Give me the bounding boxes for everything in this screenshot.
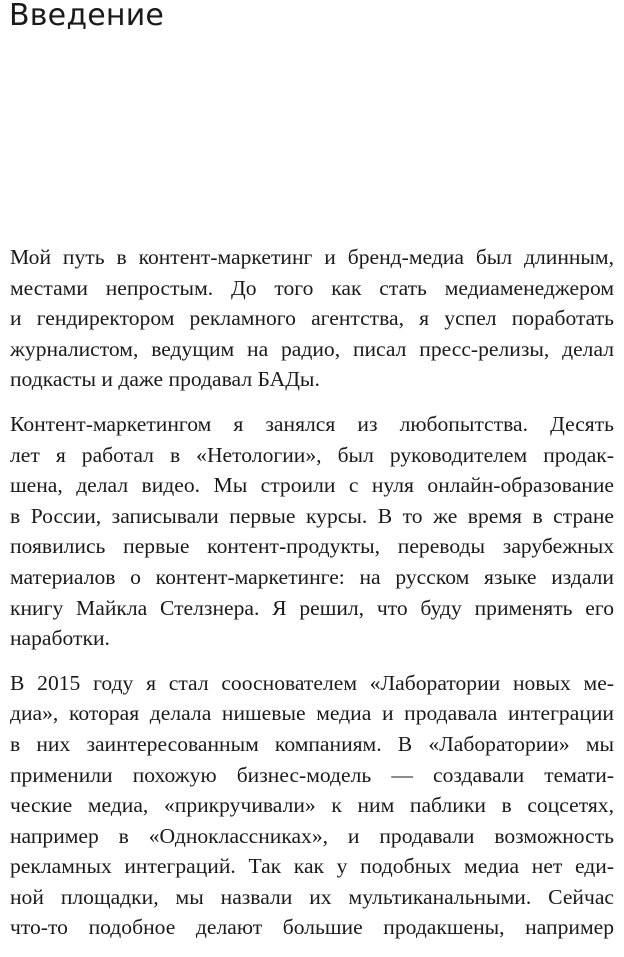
- text-line: например в «Одноклассниках», и продавали возможность: [10, 823, 614, 848]
- text-line: журналистом, ведущим на радио, писал пресс-релизы, делал: [10, 336, 614, 361]
- text-line: книгу Майкла Стелзнера. Я решил, что буду применять его: [10, 595, 614, 620]
- text-line: наработки.: [10, 626, 110, 651]
- text-line: подкасты и даже продавал БАДы.: [10, 367, 320, 392]
- text-line: Мой путь в контент-маркетинг и бренд-медиа был длинным,: [10, 245, 614, 269]
- text-line: ческие медиа, «прикручивали» к ним паблики в соцсетях,: [10, 793, 614, 818]
- text-line: материалов о контент-маркетинге: на русском языке издали: [10, 564, 614, 589]
- paragraph-2: [10, 409, 614, 654]
- text-line: в них заинтересованным компаниям. В «Лаборатории» мы: [10, 731, 614, 756]
- text-line: и гендиректором рекламного агентства, я успел поработать: [10, 306, 614, 331]
- text-line: применили похожую бизнес-модель — создавали темати-: [10, 762, 614, 787]
- text-line: местами непростым. До того как стать медиаменеджером: [10, 275, 614, 300]
- text-line: шена, делал видео. Мы строили с нуля онлайн-образование: [10, 473, 614, 498]
- paragraph-1: [10, 242, 614, 395]
- text-line: рекламных интеграций. Так как у подобных медиа нет еди-: [10, 854, 614, 879]
- text-line: лет я работал в «Нетологии», был руководителем продак-: [10, 442, 614, 467]
- text-line: появились первые контент-продукты, переводы зарубежных: [10, 534, 614, 559]
- text-line: В 2015 году я стал сооснователем «Лаборатории новых ме-: [10, 670, 614, 695]
- text-line: в России, записывали первые курсы. В то же время в стране: [10, 503, 614, 528]
- text-line: ной площадки, мы назвали их мультиканальными. Сейчас: [10, 884, 614, 909]
- chapter-body: [10, 242, 614, 957]
- text-line: Контент-маркетингом я занялся из любопытства. Десять: [10, 411, 614, 436]
- chapter-title: Введение: [9, 0, 165, 33]
- paragraph-3: [10, 668, 614, 943]
- text-line: диа», которая делала нишевые медиа и продавала интеграции: [10, 701, 614, 726]
- text-line: что-то подобное делают большие продакшены, например: [10, 915, 614, 940]
